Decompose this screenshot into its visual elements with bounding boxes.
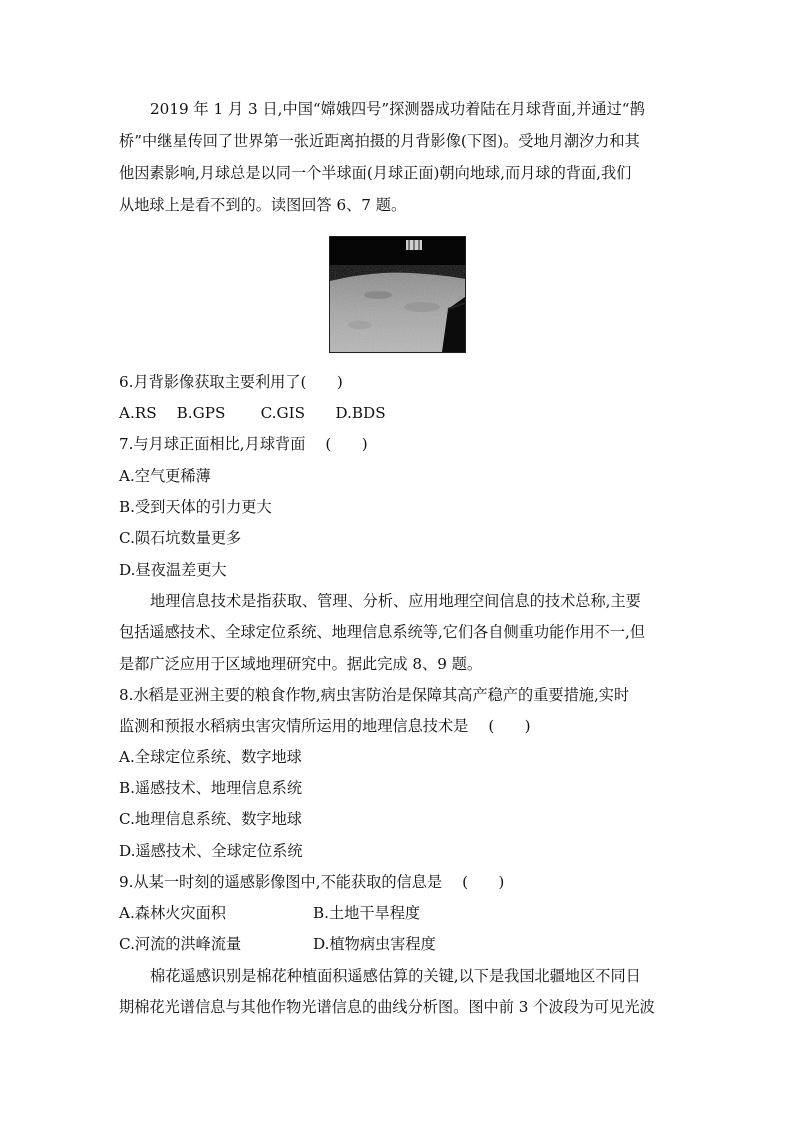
text-line: 从地球上是看不到的。读图回答 6、7 题。: [119, 196, 407, 214]
option-c: C.陨石坑数量更多: [119, 529, 242, 547]
question-stem: 监测和预报水稻病虫害灾情所运用的地理信息技术是 ( ): [119, 717, 531, 735]
option-d: D.遥感技术、全球定位系统: [119, 842, 303, 860]
question-stem: 8.水稻是亚洲主要的粮食作物,病虫害防治是保障其高产稳产的重要措施,实时: [119, 686, 630, 704]
option-d: D.植物病虫害程度: [313, 935, 436, 953]
option-a: A.空气更稀薄: [119, 467, 211, 485]
question-options: A.RS B.GPS C.GIS D.BDS: [119, 404, 386, 422]
text-line: 地理信息技术是指获取、管理、分析、应用地理空间信息的技术总称,主要: [150, 592, 641, 610]
text-line: 2019 年 1 月 3 日,中国“嫦娥四号”探测器成功着陆在月球背面,并通过“鹊: [150, 100, 645, 118]
text-line: 是都广泛应用于区域地理研究中。据此完成 8、9 题。: [119, 655, 483, 673]
question-stem: 9.从某一时刻的遥感影像图中,不能获取的信息是 ( ): [119, 873, 505, 891]
text-line: 棉花遥感识别是棉花种植面积遥感估算的关键,以下是我国北疆地区不同日: [150, 967, 641, 985]
option-c: C.河流的洪峰流量: [119, 935, 242, 953]
moon-surface-image: [330, 237, 465, 352]
option-c: C.地理信息系统、数字地球: [119, 810, 302, 828]
text-line: 期棉花光谱信息与其他作物光谱信息的曲线分析图。图中前 3 个波段为可见光波: [119, 998, 655, 1016]
text-line: 包括遥感技术、全球定位系统、地理信息系统等,它们各自侧重功能作用不一,但: [119, 623, 646, 641]
option-a: A.森林火灾面积: [119, 904, 226, 922]
option-b: B.受到天体的引力更大: [119, 498, 272, 516]
option-a: A.全球定位系统、数字地球: [119, 748, 302, 766]
option-b: B.遥感技术、地理信息系统: [119, 779, 303, 797]
option-d: D.昼夜温差更大: [119, 561, 227, 579]
question-stem: 6.月背影像获取主要利用了( ): [119, 373, 343, 391]
option-b: B.土地干旱程度: [313, 904, 421, 922]
text-line: 桥”中继星传回了世界第一张近距离拍摄的月背影像(下图)。受地月潮汐力和其: [119, 132, 640, 150]
text-line: 他因素影响,月球总是以同一个半球面(月球正面)朝向地球,而月球的背面,我们: [119, 164, 632, 182]
question-stem: 7.与月球正面相比,月球背面 ( ): [119, 435, 368, 453]
moon-far-side-photo: [329, 236, 466, 353]
